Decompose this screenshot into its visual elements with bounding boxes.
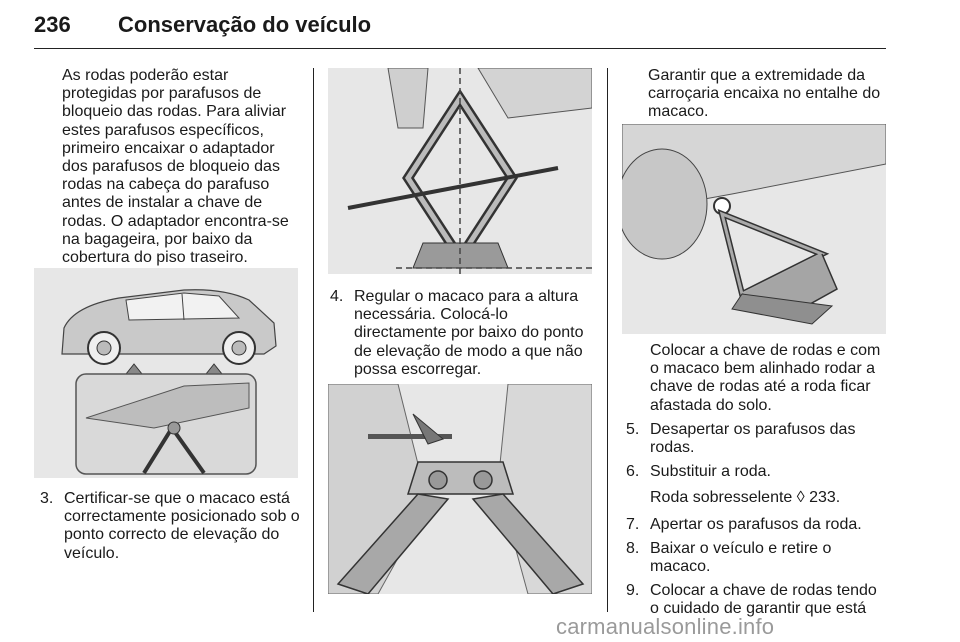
step-6-text: Substituir a roda. bbox=[650, 463, 771, 481]
figure-jack-notch bbox=[622, 124, 886, 334]
step-6 bbox=[626, 463, 888, 481]
figure-scissor-jack bbox=[328, 68, 592, 274]
step-8 bbox=[626, 540, 888, 576]
step-3 bbox=[40, 490, 300, 563]
intro-paragraph: As rodas poderão estar protegidas por parafusos de bloqueio das rodas. Para aliviar estes parafusos específicos, primeiro encaixar o adaptador dos parafusos de bloqueio das rodas na cabeça do parafuso antes de instalar a chave de rodas. O adaptador encontra-se na bagageira, por baixo da cobertura do piso traseiro. bbox=[62, 67, 289, 267]
page-number: 236 bbox=[34, 12, 71, 37]
step-7-text: Apertar os parafusos da roda. bbox=[650, 515, 862, 533]
step-6-reference[interactable]: Roda sobresselente ◊ 233. bbox=[650, 489, 841, 507]
step-4-number: 4. bbox=[330, 288, 344, 305]
column-divider-2 bbox=[607, 68, 608, 612]
column-3-steps bbox=[626, 342, 888, 619]
watermark: carmanualsonline.info bbox=[556, 614, 775, 639]
step-8-number: 8. bbox=[626, 539, 640, 557]
step-3-number: 3. bbox=[40, 490, 54, 507]
step-5-number: 5. bbox=[626, 420, 640, 438]
step-6-number: 6. bbox=[626, 463, 640, 481]
col3-intro-paragraph: Garantir que a extremidade da carroçaria encaixa no entalhe do macaco. bbox=[648, 67, 881, 121]
step-7 bbox=[626, 516, 888, 534]
section-title: Conservação do veículo bbox=[118, 12, 372, 37]
step-4-text: Regular o macaco para a altura necessária. Colocá-lo directamente por baixo do ponto de elevação de modo a que não possa escorregar. bbox=[354, 288, 584, 378]
step-4 bbox=[330, 288, 592, 379]
step-9-number: 9. bbox=[626, 582, 640, 600]
car-jack-illustration bbox=[34, 268, 298, 478]
scissor-jack-illustration bbox=[328, 68, 592, 274]
step-5 bbox=[626, 421, 888, 457]
step-5-text: Desapertar os parafusos das rodas. bbox=[650, 420, 856, 457]
jack-head-illustration bbox=[328, 384, 592, 594]
step-8-text: Baixar o veículo e retire o macaco. bbox=[650, 539, 832, 576]
column-3-intro bbox=[648, 67, 886, 122]
column-1-intro bbox=[62, 67, 298, 267]
figure-jack-head-closeup bbox=[328, 384, 592, 594]
page-header bbox=[34, 8, 886, 49]
step-3-text: Certificar-se que o macaco está correctamente posicionado sob o ponto correcto de elevação do veículo. bbox=[64, 490, 300, 562]
column-2-step-4 bbox=[330, 288, 592, 379]
after-figure-paragraph: Colocar a chave de rodas e com o macaco bem alinhado rodar a chave de rodas até a roda ficar afastada do solo. bbox=[650, 342, 881, 414]
figure-car-jack-position bbox=[34, 268, 298, 478]
jack-notch-illustration bbox=[622, 124, 886, 334]
step-9-text: Colocar a chave de rodas tendo o cuidado de garantir que está bbox=[650, 582, 877, 618]
step-7-number: 7. bbox=[626, 515, 640, 533]
column-1-step-3 bbox=[40, 490, 300, 563]
column-divider-1 bbox=[313, 68, 314, 612]
